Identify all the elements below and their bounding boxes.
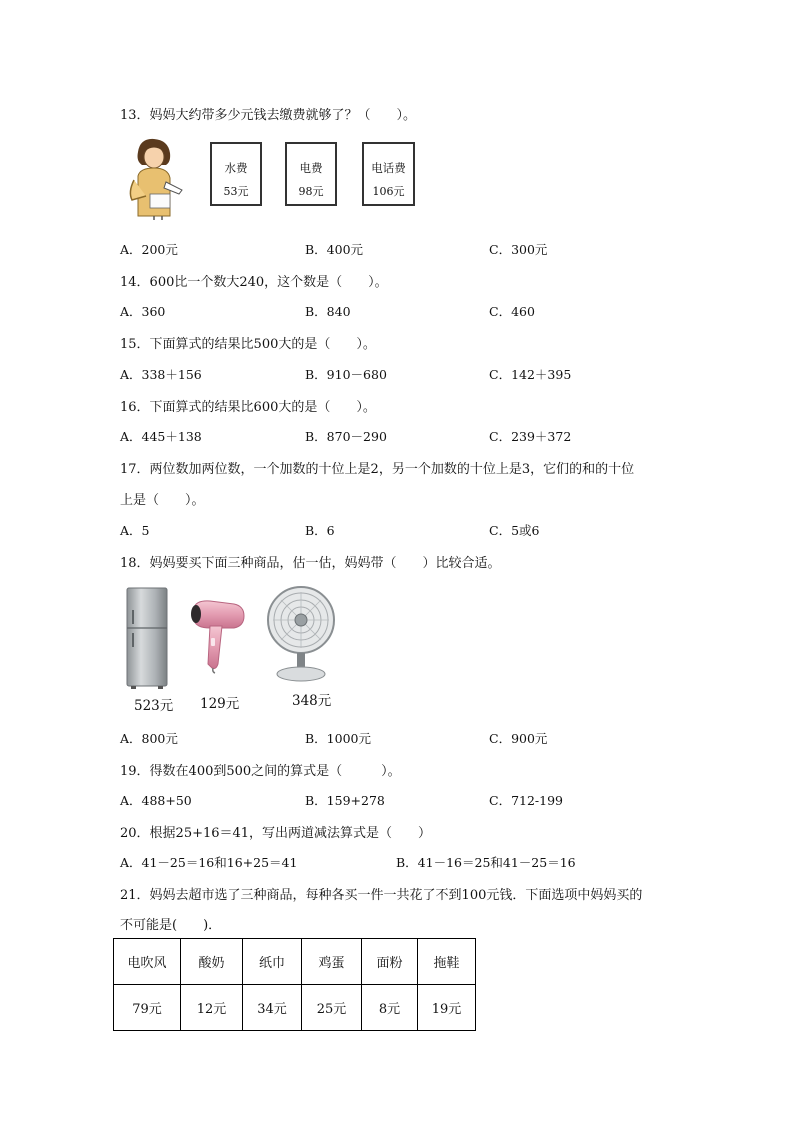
price-fan: 348元 [292,693,332,709]
q21-question-line2: 不可能是( )． [120,918,222,933]
bill-name: 电费 [299,161,323,175]
mother-illustration [124,136,186,220]
option-c[interactable]: C．300元 [489,242,548,257]
table-header-cell: 鸡蛋 [302,939,362,985]
option-c[interactable]: C．900元 [489,731,548,746]
table-header-cell: 电吹风 [114,939,181,985]
bill-name: 水费 [224,161,248,175]
option-c[interactable]: C．460 [489,304,535,319]
option-b[interactable]: B．910－680 [305,367,387,382]
table-header-cell: 拖鞋 [418,939,476,985]
q15-question: 15．下面算式的结果比500大的是（ ）。 [120,337,376,352]
option-b[interactable]: B．41－16＝25和41－25＝16 [396,855,576,870]
q17-question-line1: 17．两位数加两位数，一个加数的十位上是2，另一个加数的十位上是3，它们的和的十位 [120,462,635,477]
bill-amount: 53元 [223,185,249,198]
option-a[interactable]: A．360 [120,304,166,319]
price-refrigerator: 523元 [134,698,174,714]
option-b[interactable]: B．159+278 [305,793,385,808]
bill-phone [362,142,415,206]
q17-question-line2: 上是（ ）。 [120,493,205,508]
table-cell: 19元 [418,985,476,1031]
table-header-cell: 纸巾 [243,939,302,985]
table-cell: 25元 [302,985,362,1031]
option-c[interactable]: C．5或6 [489,523,540,538]
option-a[interactable]: A．800元 [120,731,178,746]
option-c[interactable]: C．142＋395 [489,367,572,382]
option-b[interactable]: B．1000元 [305,731,371,746]
table-header-row [114,939,476,985]
option-b[interactable]: B．6 [305,523,335,538]
refrigerator-image [124,586,170,690]
bill-electricity [285,142,337,206]
q14-question: 14．600比一个数大240，这个数是（ ）。 [120,275,388,290]
option-b[interactable]: B．400元 [305,242,364,257]
option-a[interactable]: A．41－25＝16和16+25＝41 [120,855,298,870]
bill-amount: 98元 [298,185,324,198]
option-b[interactable]: B．870－290 [305,429,387,444]
table-cell: 34元 [243,985,302,1031]
q18-question: 18．妈妈要买下面三种商品，估一估，妈妈带（ ）比较合适。 [120,556,501,571]
option-a[interactable]: A．338＋156 [120,367,202,382]
option-a[interactable]: A．445＋138 [120,429,202,444]
q21-question-line1: 21．妈妈去超市选了三种商品，每种各买一件一共花了不到100元钱．下面选项中妈妈买的 [120,888,643,903]
electric-fan-image [265,584,337,684]
bill-name: 电话费 [371,161,406,175]
option-c[interactable]: C．239＋372 [489,429,572,444]
option-b[interactable]: B．840 [305,304,351,319]
table-header-cell: 酸奶 [181,939,243,985]
option-a[interactable]: A．5 [120,523,150,538]
hair-dryer-image [188,598,246,674]
price-hair-dryer: 129元 [200,696,240,712]
option-a[interactable]: A．200元 [120,242,178,257]
bill-water [210,142,262,206]
q19-question: 19．得数在400到500之间的算式是（ ）。 [120,764,401,779]
option-c[interactable]: C．712-199 [489,793,564,808]
q20-question: 20．根据25+16＝41，写出两道减法算式是（ ） [120,826,432,841]
table-cell: 8元 [362,985,418,1031]
q16-question: 16．下面算式的结果比600大的是（ ）。 [120,400,376,415]
table-header-cell: 面粉 [362,939,418,985]
table-cell: 79元 [114,985,181,1031]
table-row [114,985,476,1031]
option-a[interactable]: A．488+50 [120,793,192,808]
table-cell: 12元 [181,985,243,1031]
goods-price-table [113,938,476,1031]
bill-amount: 106元 [372,185,405,198]
q13-question: 13．妈妈大约带多少元钱去缴费就够了？（ ）。 [120,108,417,123]
